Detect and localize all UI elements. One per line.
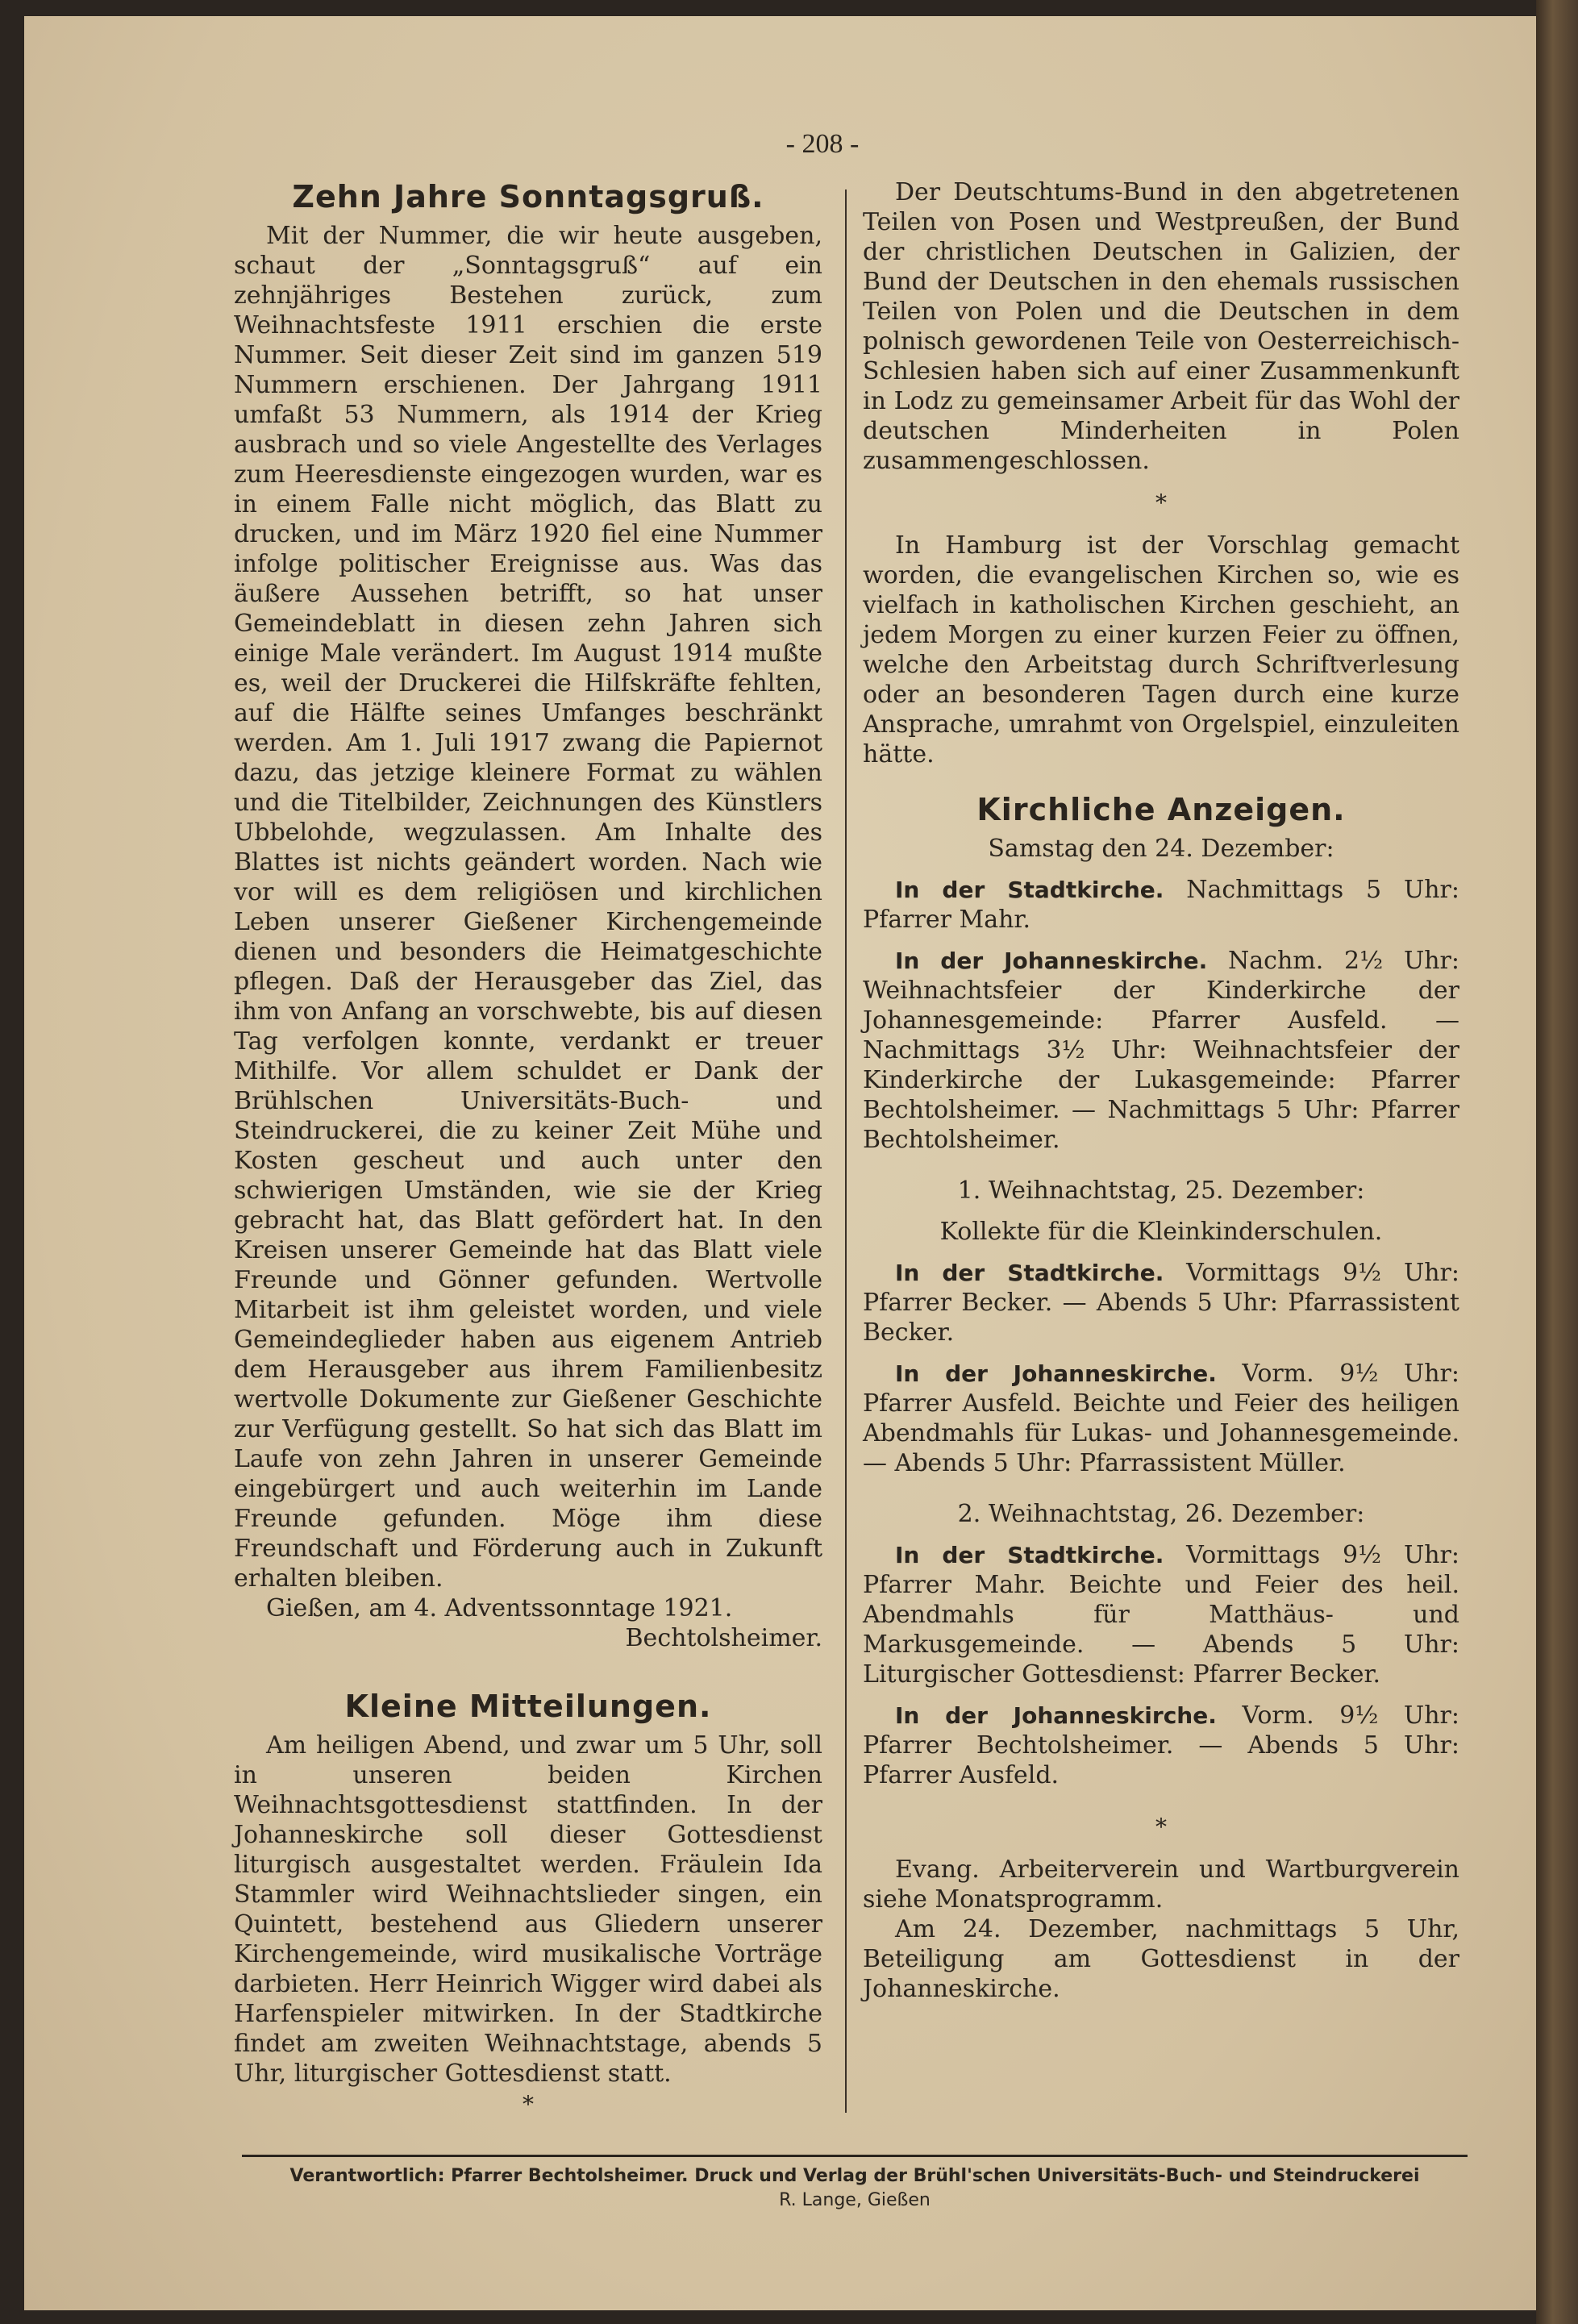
article-body: Mit der Nummer, die wir heute ausgeben, schaut der „Sonntagsgruß“ auf ein zehnjähriges Bestehen zurück, zum Weihnachtsfeste 1911 erschien die erste Nummer. Seit dieser Zeit sind im ganzen 519 Nummern erschienen. Der Jahrgang 1911 umfaßt 53 Nummern, als 1914 der Krieg ausbrach und so viele Angestellte des Verlages zum Heeresdienste eingezogen wurden, war es in einem Falle nicht möglich, das Blatt zu drucken, und im März 1920 fiel eine Nummer infolge politischer Ereignisse aus. Was das äußere Aussehen betrifft, so hat unser Gemeindeblatt in diesen zehn Jahren sich einige Male verändert. Im August 1914 mußte es, weil der Druckerei die Hilfskräfte fehlten, auf die Hälfte seines Umfanges beschränkt werden. Am 1. Juli 1917 zwang die Papiernot dazu, das jetzige kleinere Format zu wählen und die Titelbilder, Zeichnungen des Künstlers Ubbelohde, wegzulassen. Am Inhalte des Blattes ist nichts geändert worden. Nach wie vor will es dem religiösen und kirchlichen Leben unserer Gießener Kirchengemeinde dienen und besonders die Heimatgeschichte pflegen. Daß der Herausgeber das Ziel, das ihm von Anfang an vorschwebte, bis auf diesen Tag verfolgen konnte, verdankt er treuer Mithilfe. Vor allem schuldet er Dank der Brühlschen Universitäts-Buch- und Steindruckerei, die zu keiner Zeit Mühe und Kosten gescheut und auch unter den schwierigen Umständen, wie sie der Krieg gebracht hat, das Blatt gefördert hat. In den Kreisen unserer Gemeinde hat das Blatt viele Freunde und Gönner gefunden. Wertvolle Mitarbeit ist ihm geleistet worden, und viele Gemeindeglieder haben aus eigenem Antrieb dem Herausgeber aus ihrem Familienbesitz wertvolle Dokumente zur Gießener Geschichte zur Verfügung gestellt. So hat sich das Blatt im Laufe von zehn Jahren in unserer Gemeinde eingebürgert und auch weiterhin im Lande Freunde gefunden. Möge ihm diese Freundschaft und Förderung auch in Zukunft erhalten bleiben. bbox=[234, 222, 822, 1593]
service-entry bbox=[863, 946, 1459, 1155]
article-dateline: Gießen, am 4. Adventssonntage 1921. bbox=[266, 1594, 733, 1622]
page-number: - 208 - bbox=[785, 129, 860, 159]
notice-beteiligung: Am 24. Dezember, nachmittags 5 Uhr, Beteiligung am Gottesdienst in der Johanneskirche. bbox=[863, 1915, 1459, 2003]
collection-note: Kollekte für die Kleinkinderschulen. bbox=[939, 1218, 1383, 1246]
service-text: Vormittags 9½ Uhr: Pfarrer Mahr. Beichte und Feier des heil. Abendmahls für Matthäus- und Markusgemeinde. — Abends 5 Uhr: Liturgischer Gottesdienst: Pfarrer Becker. bbox=[863, 1541, 1459, 1689]
service-text: Vorm. 9½ Uhr: Pfarrer Bechtolsheimer. — Abends 5 Uhr: Pfarrer Ausfeld. bbox=[863, 1701, 1459, 1789]
service-entry bbox=[863, 1540, 1459, 1689]
church-name: In der Johanneskirche. bbox=[895, 948, 1208, 974]
footer-rule bbox=[242, 2155, 1468, 2157]
church-name: In der Stadtkirche. bbox=[895, 1542, 1164, 1568]
imprint-line: Verantwortlich: Pfarrer Bechtolsheimer. Druck und Verlag der Brühl'schen Universitäts-Buch- und Steindruckerei bbox=[289, 2166, 1420, 2186]
right-column bbox=[863, 177, 1459, 2004]
church-name: In der Stadtkirche. bbox=[895, 1260, 1164, 1286]
separator-star: * bbox=[1155, 1814, 1167, 1840]
service-text: Nachmittags 5 Uhr: Pfarrer Mahr. bbox=[863, 876, 1459, 934]
article-signature: Bechtolsheimer. bbox=[625, 1624, 822, 1652]
service-entry bbox=[863, 875, 1459, 935]
notice-deutschtum: Der Deutschtums-Bund in den abgetretenen Teilen von Posen und Westpreußen, der Bund der christlichen Deutschen in Galizien, der Bund der Deutschen in den ehemals russischen Teilen von Polen und die Deutschen in dem polnisch gewordenen Teile von Oesterreichisch-Schlesien haben sich auf einer Zusammenkunft in Lodz zu gemeinsamer Arbeit für das Wohl der deutschen Minderheiten in Polen zusammengeschlossen. bbox=[863, 178, 1459, 475]
church-name: In der Johanneskirche. bbox=[895, 1702, 1217, 1729]
separator-star: * bbox=[523, 2091, 534, 2118]
separator-star: * bbox=[1155, 489, 1167, 516]
service-entry bbox=[863, 1701, 1459, 1790]
notice-hamburg: In Hamburg ist der Vorschlag gemacht worden, die evangelischen Kirchen so, wie es vielfach in katholischen Kirchen geschieht, an jedem Morgen zu einer kurzen Feier zu öffnen, welche den Arbeitstag durch Schriftverlesung oder an besonderen Tagen durch eine kurze Ansprache, umrahmt von Orgelspiel, einzuleiten hätte. bbox=[863, 531, 1459, 768]
column-divider bbox=[845, 190, 847, 2113]
day-heading: Samstag den 24. Dezember: bbox=[988, 835, 1334, 863]
notice-arbeiterverein: Evang. Arbeiterverein und Wartburgverein siehe Monatsprogramm. bbox=[863, 1855, 1459, 1914]
service-text: Vormittags 9½ Uhr: Pfarrer Becker. — Abends 5 Uhr: Pfarrassistent Becker. bbox=[863, 1259, 1459, 1347]
day-heading: 2. Weihnachtstag, 26. Dezember: bbox=[957, 1500, 1365, 1528]
imprint-place: R. Lange, Gießen bbox=[779, 2190, 931, 2210]
service-entry bbox=[863, 1359, 1459, 1478]
church-name: In der Johanneskirche. bbox=[895, 1360, 1217, 1387]
article-title: Zehn Jahre Sonntagsgruß. bbox=[292, 179, 764, 214]
news-title: Kleine Mitteilungen. bbox=[344, 1689, 712, 1724]
left-column bbox=[234, 177, 822, 2121]
service-text: Nachm. 2½ Uhr: Weihnachtsfeier der Kinderkirche der Johannesgemeinde: Pfarrer Ausfeld. — Nachmittags 3½ Uhr: Weihnachtsfeier der Kinderkirche der Lukasgemeinde: Pfarrer Bechtolsheimer. — Nachmittags 5 Uhr: Pfarrer Bechtolsheimer. bbox=[863, 947, 1459, 1154]
service-text: Vorm. 9½ Uhr: Pfarrer Ausfeld. Beichte und Feier des heiligen Abendmahls für Lukas- und Johannesgemeinde. — Abends 5 Uhr: Pfarrassistent Müller. bbox=[863, 1360, 1459, 1477]
church-name: In der Stadtkirche. bbox=[895, 877, 1164, 903]
book-binding bbox=[1536, 0, 1578, 2324]
announcements-title: Kirchliche Anzeigen. bbox=[976, 792, 1346, 827]
day-heading: 1. Weihnachtstag, 25. Dezember: bbox=[957, 1177, 1365, 1205]
page bbox=[24, 16, 1536, 2310]
service-entry bbox=[863, 1258, 1459, 1347]
imprint bbox=[242, 2164, 1468, 2213]
news-body: Am heiligen Abend, und zwar um 5 Uhr, soll in unseren beiden Kirchen Weihnachtsgottesdienst stattfinden. In der Johanneskirche soll dieser Gottesdienst liturgisch ausgestaltet werden. Fräulein Ida Stammler wird Weihnachtslieder singen, ein Quintett, bestehend aus Gliedern unserer Kirchengemeinde, wird musikalische Vorträge darbieten. Herr Heinrich Wigger wird dabei als Harfenspieler mitwirken. In der Stadtkirche findet am zweiten Weihnachtstage, abends 5 Uhr, liturgischer Gottesdienst statt. bbox=[234, 1731, 822, 2088]
